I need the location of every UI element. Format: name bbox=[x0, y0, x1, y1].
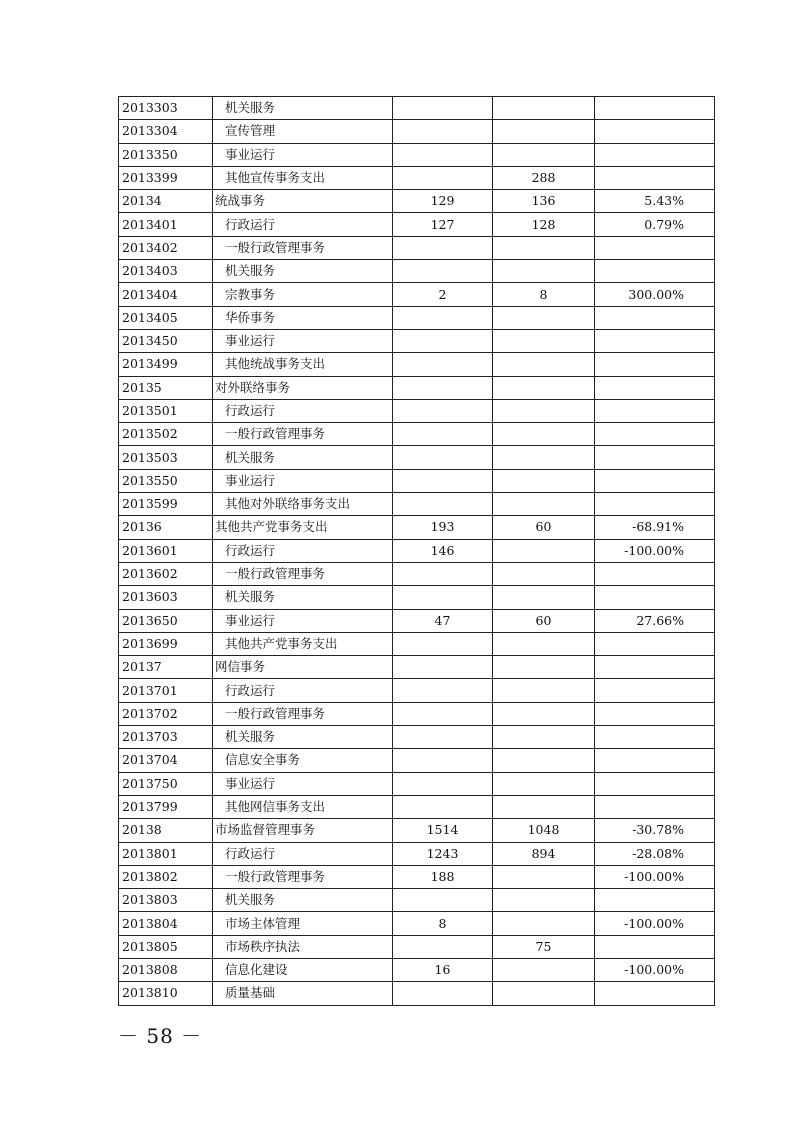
row-value1-cell bbox=[393, 702, 493, 725]
row-name-cell: 行政运行 bbox=[213, 842, 393, 865]
row-name-cell: 市场秩序执法 bbox=[213, 935, 393, 958]
row-percent-cell bbox=[595, 982, 715, 1005]
table-row bbox=[119, 376, 715, 399]
row-code-cell: 2013701 bbox=[119, 679, 213, 702]
table-row bbox=[119, 213, 715, 236]
row-percent-cell bbox=[595, 469, 715, 492]
row-code-cell: 20136 bbox=[119, 516, 213, 539]
row-name-cell: 质量基础 bbox=[213, 982, 393, 1005]
row-code-cell: 2013502 bbox=[119, 423, 213, 446]
table-row bbox=[119, 679, 715, 702]
table-row bbox=[119, 726, 715, 749]
row-name-cell: 其他宣传事务支出 bbox=[213, 166, 393, 189]
row-value1-cell: 129 bbox=[393, 190, 493, 213]
page-number: － 58 － bbox=[118, 1024, 203, 1048]
row-code-cell: 2013803 bbox=[119, 889, 213, 912]
row-name-cell: 一般行政管理事务 bbox=[213, 702, 393, 725]
row-value1-cell bbox=[393, 166, 493, 189]
row-percent-cell bbox=[595, 353, 715, 376]
table-row bbox=[119, 283, 715, 306]
row-name-cell: 宣传管理 bbox=[213, 120, 393, 143]
table-row bbox=[119, 423, 715, 446]
row-value2-cell bbox=[493, 702, 595, 725]
row-value2-cell bbox=[493, 982, 595, 1005]
row-value1-cell bbox=[393, 772, 493, 795]
row-name-cell: 事业运行 bbox=[213, 469, 393, 492]
table-row bbox=[119, 260, 715, 283]
row-value1-cell bbox=[393, 935, 493, 958]
row-code-cell: 2013699 bbox=[119, 632, 213, 655]
row-percent-cell bbox=[595, 446, 715, 469]
row-percent-cell bbox=[595, 795, 715, 818]
table-row bbox=[119, 609, 715, 632]
table-row bbox=[119, 446, 715, 469]
row-name-cell: 机关服务 bbox=[213, 586, 393, 609]
row-name-cell: 行政运行 bbox=[213, 679, 393, 702]
row-name-cell: 机关服务 bbox=[213, 260, 393, 283]
row-code-cell: 20137 bbox=[119, 656, 213, 679]
row-value2-cell bbox=[493, 586, 595, 609]
row-value2-cell bbox=[493, 399, 595, 422]
row-name-cell: 其他对外联络事务支出 bbox=[213, 493, 393, 516]
table-row bbox=[119, 819, 715, 842]
row-value2-cell bbox=[493, 353, 595, 376]
row-percent-cell: -68.91% bbox=[595, 516, 715, 539]
row-percent-cell: -100.00% bbox=[595, 539, 715, 562]
row-code-cell: 2013599 bbox=[119, 493, 213, 516]
row-name-cell: 其他共产党事务支出 bbox=[213, 632, 393, 655]
row-value2-cell bbox=[493, 120, 595, 143]
row-name-cell: 事业运行 bbox=[213, 609, 393, 632]
row-name-cell: 市场主体管理 bbox=[213, 912, 393, 935]
row-value1-cell bbox=[393, 446, 493, 469]
row-value1-cell bbox=[393, 353, 493, 376]
table-row bbox=[119, 493, 715, 516]
row-name-cell: 机关服务 bbox=[213, 889, 393, 912]
row-value2-cell bbox=[493, 958, 595, 981]
table-row bbox=[119, 702, 715, 725]
row-code-cell: 2013401 bbox=[119, 213, 213, 236]
row-code-cell: 2013804 bbox=[119, 912, 213, 935]
row-value2-cell bbox=[493, 260, 595, 283]
row-value2-cell bbox=[493, 679, 595, 702]
row-value1-cell: 1243 bbox=[393, 842, 493, 865]
row-code-cell: 2013503 bbox=[119, 446, 213, 469]
row-code-cell: 2013750 bbox=[119, 772, 213, 795]
table-row bbox=[119, 749, 715, 772]
row-value1-cell bbox=[393, 656, 493, 679]
row-percent-cell: -100.00% bbox=[595, 865, 715, 888]
row-percent-cell bbox=[595, 97, 715, 120]
row-name-cell: 事业运行 bbox=[213, 772, 393, 795]
row-percent-cell: 300.00% bbox=[595, 283, 715, 306]
row-percent-cell bbox=[595, 376, 715, 399]
row-code-cell: 2013702 bbox=[119, 702, 213, 725]
row-percent-cell bbox=[595, 889, 715, 912]
row-percent-cell bbox=[595, 702, 715, 725]
row-value2-cell: 75 bbox=[493, 935, 595, 958]
row-code-cell: 2013799 bbox=[119, 795, 213, 818]
row-value2-cell bbox=[493, 469, 595, 492]
row-value2-cell bbox=[493, 795, 595, 818]
row-value2-cell bbox=[493, 912, 595, 935]
row-percent-cell bbox=[595, 166, 715, 189]
row-value1-cell bbox=[393, 306, 493, 329]
row-name-cell: 宗教事务 bbox=[213, 283, 393, 306]
row-value2-cell bbox=[493, 97, 595, 120]
row-code-cell: 2013450 bbox=[119, 329, 213, 352]
row-value1-cell bbox=[393, 493, 493, 516]
row-code-cell: 2013404 bbox=[119, 283, 213, 306]
row-value2-cell bbox=[493, 446, 595, 469]
row-name-cell: 机关服务 bbox=[213, 97, 393, 120]
row-value1-cell: 146 bbox=[393, 539, 493, 562]
row-percent-cell bbox=[595, 586, 715, 609]
row-percent-cell bbox=[595, 772, 715, 795]
row-value1-cell bbox=[393, 120, 493, 143]
row-value1-cell bbox=[393, 469, 493, 492]
row-name-cell: 一般行政管理事务 bbox=[213, 865, 393, 888]
row-percent-cell: -100.00% bbox=[595, 912, 715, 935]
row-code-cell: 2013805 bbox=[119, 935, 213, 958]
row-value1-cell: 16 bbox=[393, 958, 493, 981]
row-name-cell: 行政运行 bbox=[213, 213, 393, 236]
row-code-cell: 2013405 bbox=[119, 306, 213, 329]
row-value1-cell: 2 bbox=[393, 283, 493, 306]
row-value1-cell bbox=[393, 679, 493, 702]
table-row bbox=[119, 97, 715, 120]
row-percent-cell bbox=[595, 143, 715, 166]
row-percent-cell bbox=[595, 726, 715, 749]
row-value2-cell: 894 bbox=[493, 842, 595, 865]
row-value2-cell bbox=[493, 236, 595, 259]
row-percent-cell: 5.43% bbox=[595, 190, 715, 213]
table-row bbox=[119, 399, 715, 422]
row-value2-cell bbox=[493, 632, 595, 655]
table-row bbox=[119, 935, 715, 958]
table-row bbox=[119, 656, 715, 679]
row-code-cell: 2013550 bbox=[119, 469, 213, 492]
row-value2-cell: 288 bbox=[493, 166, 595, 189]
row-name-cell: 市场监督管理事务 bbox=[213, 819, 393, 842]
row-percent-cell bbox=[595, 749, 715, 772]
row-value2-cell: 60 bbox=[493, 609, 595, 632]
table-row bbox=[119, 562, 715, 585]
row-value2-cell bbox=[493, 726, 595, 749]
row-name-cell: 一般行政管理事务 bbox=[213, 562, 393, 585]
row-name-cell: 一般行政管理事务 bbox=[213, 423, 393, 446]
row-code-cell: 2013601 bbox=[119, 539, 213, 562]
row-code-cell: 2013808 bbox=[119, 958, 213, 981]
row-value2-cell: 8 bbox=[493, 283, 595, 306]
table-row bbox=[119, 912, 715, 935]
row-percent-cell bbox=[595, 260, 715, 283]
table-row bbox=[119, 166, 715, 189]
budget-table bbox=[118, 96, 715, 1006]
table-row bbox=[119, 865, 715, 888]
table-row bbox=[119, 889, 715, 912]
row-value1-cell bbox=[393, 376, 493, 399]
row-percent-cell bbox=[595, 679, 715, 702]
row-value2-cell bbox=[493, 143, 595, 166]
row-value1-cell: 188 bbox=[393, 865, 493, 888]
table-row bbox=[119, 958, 715, 981]
row-name-cell: 信息化建设 bbox=[213, 958, 393, 981]
row-percent-cell bbox=[595, 399, 715, 422]
row-code-cell: 2013501 bbox=[119, 399, 213, 422]
row-value2-cell bbox=[493, 562, 595, 585]
row-value2-cell bbox=[493, 306, 595, 329]
table-row bbox=[119, 586, 715, 609]
row-name-cell: 信息安全事务 bbox=[213, 749, 393, 772]
row-value1-cell bbox=[393, 399, 493, 422]
row-code-cell: 2013603 bbox=[119, 586, 213, 609]
row-value2-cell: 60 bbox=[493, 516, 595, 539]
table-row bbox=[119, 353, 715, 376]
row-value1-cell bbox=[393, 143, 493, 166]
row-value1-cell bbox=[393, 749, 493, 772]
row-percent-cell: -28.08% bbox=[595, 842, 715, 865]
row-code-cell: 2013801 bbox=[119, 842, 213, 865]
row-percent-cell bbox=[595, 329, 715, 352]
row-percent-cell bbox=[595, 306, 715, 329]
row-value2-cell: 1048 bbox=[493, 819, 595, 842]
table-row bbox=[119, 143, 715, 166]
row-value1-cell bbox=[393, 982, 493, 1005]
row-percent-cell bbox=[595, 935, 715, 958]
table-row bbox=[119, 795, 715, 818]
row-code-cell: 20134 bbox=[119, 190, 213, 213]
table-row bbox=[119, 516, 715, 539]
row-name-cell: 机关服务 bbox=[213, 446, 393, 469]
row-name-cell: 行政运行 bbox=[213, 399, 393, 422]
row-name-cell: 一般行政管理事务 bbox=[213, 236, 393, 259]
row-value1-cell: 127 bbox=[393, 213, 493, 236]
row-percent-cell bbox=[595, 632, 715, 655]
table-body bbox=[119, 97, 715, 1006]
row-code-cell: 2013602 bbox=[119, 562, 213, 585]
row-name-cell: 机关服务 bbox=[213, 726, 393, 749]
row-code-cell: 2013650 bbox=[119, 609, 213, 632]
row-percent-cell bbox=[595, 120, 715, 143]
row-code-cell: 2013704 bbox=[119, 749, 213, 772]
row-value2-cell: 136 bbox=[493, 190, 595, 213]
row-value1-cell bbox=[393, 329, 493, 352]
row-name-cell: 事业运行 bbox=[213, 143, 393, 166]
table-row bbox=[119, 842, 715, 865]
row-code-cell: 2013499 bbox=[119, 353, 213, 376]
row-value2-cell bbox=[493, 329, 595, 352]
table-row bbox=[119, 982, 715, 1005]
table-row bbox=[119, 469, 715, 492]
row-value1-cell bbox=[393, 795, 493, 818]
row-value1-cell: 1514 bbox=[393, 819, 493, 842]
row-percent-cell bbox=[595, 493, 715, 516]
table-row bbox=[119, 772, 715, 795]
row-value1-cell bbox=[393, 260, 493, 283]
row-value2-cell: 128 bbox=[493, 213, 595, 236]
table-row bbox=[119, 190, 715, 213]
row-value2-cell bbox=[493, 772, 595, 795]
row-name-cell: 其他统战事务支出 bbox=[213, 353, 393, 376]
row-name-cell: 其他共产党事务支出 bbox=[213, 516, 393, 539]
table-row bbox=[119, 306, 715, 329]
row-percent-cell: 0.79% bbox=[595, 213, 715, 236]
row-code-cell: 2013403 bbox=[119, 260, 213, 283]
row-value2-cell bbox=[493, 656, 595, 679]
row-name-cell: 网信事务 bbox=[213, 656, 393, 679]
row-value1-cell bbox=[393, 236, 493, 259]
row-value1-cell bbox=[393, 889, 493, 912]
row-name-cell: 其他网信事务支出 bbox=[213, 795, 393, 818]
row-value1-cell bbox=[393, 586, 493, 609]
row-code-cell: 2013399 bbox=[119, 166, 213, 189]
row-name-cell: 行政运行 bbox=[213, 539, 393, 562]
row-value2-cell bbox=[493, 865, 595, 888]
row-percent-cell bbox=[595, 423, 715, 446]
row-code-cell: 2013802 bbox=[119, 865, 213, 888]
table-row bbox=[119, 236, 715, 259]
row-percent-cell bbox=[595, 236, 715, 259]
row-value2-cell bbox=[493, 889, 595, 912]
table-row bbox=[119, 539, 715, 562]
row-code-cell: 20138 bbox=[119, 819, 213, 842]
row-value1-cell bbox=[393, 632, 493, 655]
row-percent-cell: 27.66% bbox=[595, 609, 715, 632]
row-value2-cell bbox=[493, 539, 595, 562]
row-percent-cell bbox=[595, 656, 715, 679]
row-code-cell: 2013350 bbox=[119, 143, 213, 166]
row-name-cell: 事业运行 bbox=[213, 329, 393, 352]
row-name-cell: 统战事务 bbox=[213, 190, 393, 213]
table-row bbox=[119, 329, 715, 352]
row-percent-cell: -100.00% bbox=[595, 958, 715, 981]
row-value2-cell bbox=[493, 376, 595, 399]
row-value1-cell: 47 bbox=[393, 609, 493, 632]
row-percent-cell: -30.78% bbox=[595, 819, 715, 842]
row-value1-cell: 8 bbox=[393, 912, 493, 935]
row-value2-cell bbox=[493, 493, 595, 516]
row-code-cell: 2013810 bbox=[119, 982, 213, 1005]
row-value1-cell bbox=[393, 423, 493, 446]
table-row bbox=[119, 120, 715, 143]
row-value1-cell bbox=[393, 97, 493, 120]
row-value1-cell: 193 bbox=[393, 516, 493, 539]
row-name-cell: 华侨事务 bbox=[213, 306, 393, 329]
row-value2-cell bbox=[493, 749, 595, 772]
row-code-cell: 2013703 bbox=[119, 726, 213, 749]
row-percent-cell bbox=[595, 562, 715, 585]
row-code-cell: 2013303 bbox=[119, 97, 213, 120]
row-code-cell: 2013304 bbox=[119, 120, 213, 143]
row-code-cell: 2013402 bbox=[119, 236, 213, 259]
table-row bbox=[119, 632, 715, 655]
row-value1-cell bbox=[393, 726, 493, 749]
row-code-cell: 20135 bbox=[119, 376, 213, 399]
row-value2-cell bbox=[493, 423, 595, 446]
row-name-cell: 对外联络事务 bbox=[213, 376, 393, 399]
row-value1-cell bbox=[393, 562, 493, 585]
